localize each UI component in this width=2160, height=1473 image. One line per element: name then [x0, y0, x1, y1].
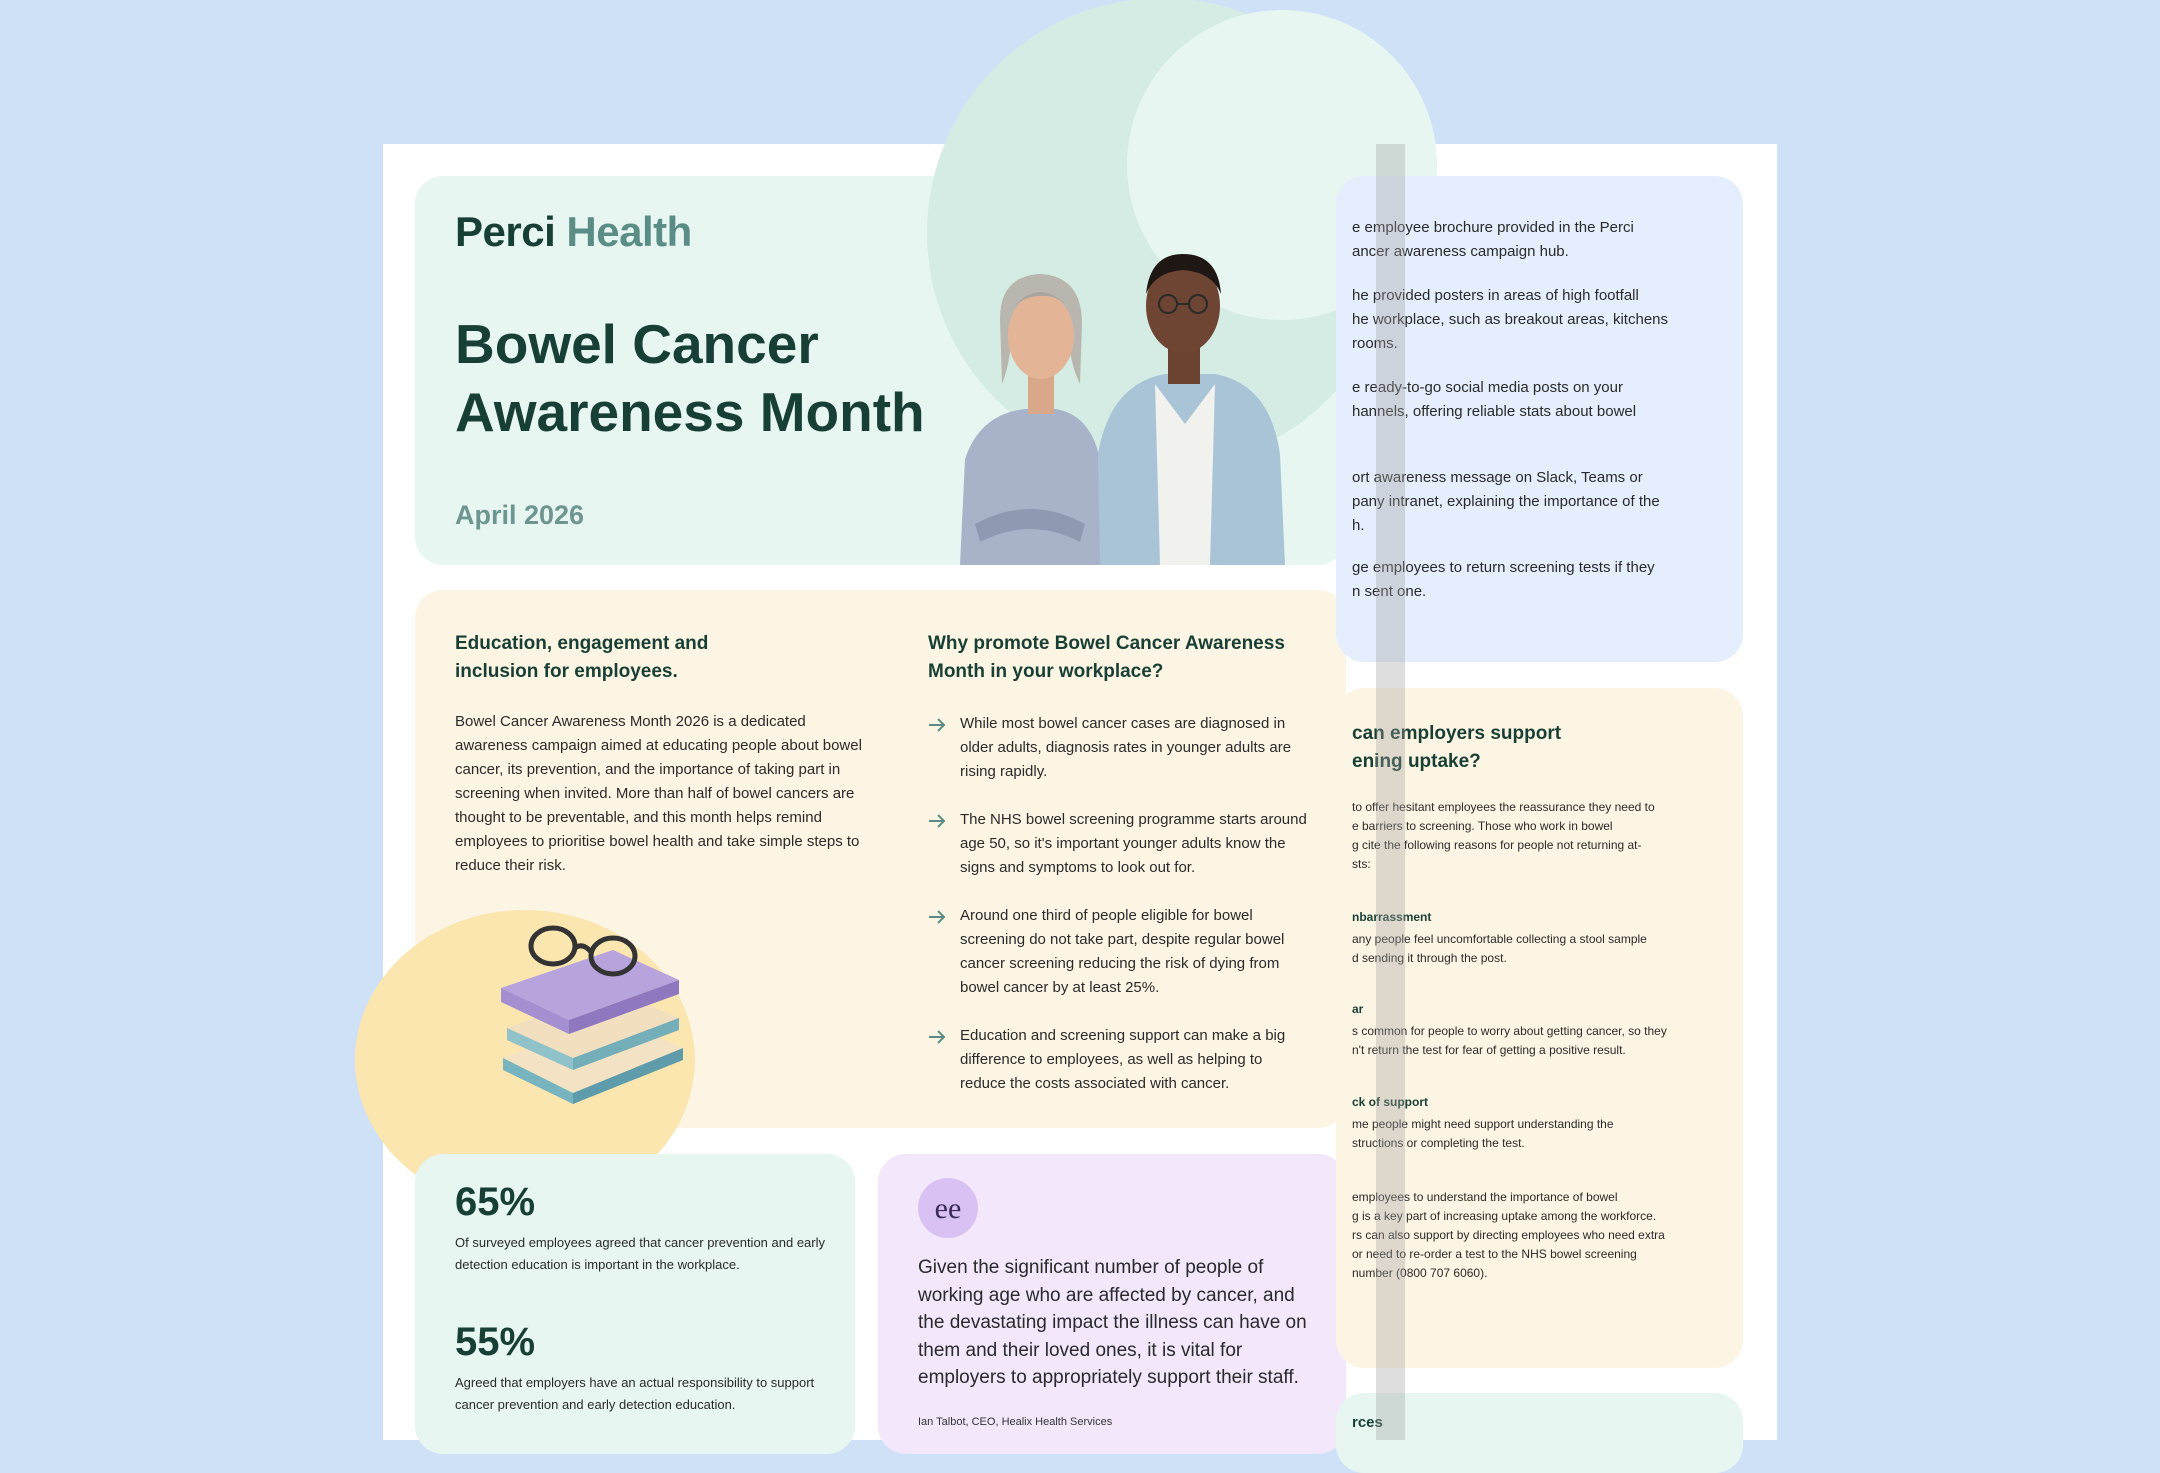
why-list-text: The NHS bowel screening programme starts around age 50, so it's important younger adults know the signs and symptoms to look out for.	[960, 811, 1307, 876]
why-list-text: Education and screening support can make a big difference to employees, as well as helping to reduce the costs associated with cancer.	[960, 1027, 1286, 1092]
why-list-item	[928, 1024, 1308, 1096]
support-intro: to offer hesitant employees the reassurance they need to e barriers to screening. Those who work in bowel g cite the following reasons for people not returning at- sts:	[1352, 800, 1655, 871]
quote-text: Given the significant number of people of working age who are affected by cancer, and the devastating impact the illness can have on them and their loved ones, it is vital for employers to appropriately support their staff.	[918, 1257, 1307, 1388]
action-item: e ready-to-go social media posts on your hannels, offering reliable stats about bowel	[1352, 379, 1637, 420]
next-page-column	[1352, 144, 1777, 1440]
people-photo	[950, 224, 1320, 565]
education-body: Bowel Cancer Awareness Month 2026 is a dedicated awareness campaign aimed at educating people about bowel cancer, its prevention, and the importance of taking part in screening when invited. More than half of bowel cancers are thought to be preventable, and this month helps remind employees to prioritise bowel health and take simple steps to reduce their risk.	[455, 713, 862, 874]
stat-value: 65%	[455, 1180, 536, 1224]
hero-panel	[415, 176, 1346, 565]
why-list-item	[928, 904, 1308, 1000]
books-illustration	[493, 908, 693, 1104]
why-list-text: While most bowel cancer cases are diagnosed in older adults, diagnosis rates in younger adults are rising rapidly.	[960, 715, 1292, 780]
action-item: he provided posters in areas of high footfall he workplace, such as breakout areas, kitchens rooms.	[1352, 287, 1669, 352]
why-heading: Why promote Bowel Cancer Awareness Month in your workplace?	[928, 633, 1285, 682]
stat-description: Of surveyed employees agreed that cancer prevention and early detection education is important in the workplace.	[455, 1235, 825, 1272]
arrow-right-icon	[928, 910, 946, 924]
reason-text: any people feel uncomfortable collecting a stool sample d sending it through the post.	[1352, 932, 1647, 965]
arrow-right-icon	[928, 718, 946, 732]
reason-title: nbarrassment	[1352, 910, 1432, 924]
why-list-item	[928, 808, 1308, 880]
quote-author: Ian Talbot, CEO, Healix Health Services	[918, 1416, 1113, 1428]
reason-text: s common for people to worry about getting cancer, so they n't return the test for fear of getting a positive result.	[1352, 1024, 1667, 1057]
reason-title: ck of support	[1352, 1095, 1429, 1109]
action-item: e employee brochure provided in the Perci ancer awareness campaign hub.	[1352, 219, 1634, 260]
brand-logo-part2: Health	[566, 208, 692, 255]
why-list-item	[928, 712, 1308, 784]
stat-description: Agreed that employers have an actual responsibility to support cancer prevention and early detection education.	[455, 1375, 815, 1412]
svg-text:ee: ee	[934, 1192, 962, 1225]
brand-logo	[455, 208, 692, 256]
why-list	[928, 712, 1308, 1120]
arrow-right-icon	[928, 1030, 946, 1044]
support-outro: employees to understand the importance of bowel g is a key part of increasing uptake among the workforce. rs can also support by directing employees who need extra or need to re-order a test to the NHS bowel screening number (0800 707 6060).	[1352, 1190, 1665, 1280]
page-title: Bowel Cancer Awareness Month	[455, 313, 925, 443]
education-heading: Education, engagement and inclusion for employees.	[455, 633, 709, 682]
stats-panel	[415, 1154, 855, 1454]
reason-title: ar	[1352, 1002, 1364, 1016]
brand-logo-part1: Perci	[455, 208, 556, 255]
resources-heading: rces	[1352, 1414, 1383, 1431]
page-fold-shadow	[1376, 144, 1405, 1440]
support-heading: can employers support ening uptake?	[1352, 723, 1562, 772]
brochure-page	[383, 144, 1777, 1440]
reason-text: me people might need support understanding the structions or completing the test.	[1352, 1117, 1614, 1150]
education-panel	[415, 590, 1346, 1128]
campaign-date: April 2026	[455, 500, 585, 530]
stat-value: 55%	[455, 1320, 536, 1364]
action-item: ge employees to return screening tests if they n sent one.	[1352, 559, 1655, 600]
why-list-text: Around one third of people eligible for bowel screening do not take part, despite regular bowel cancer screening reducing the risk of dying from bowel cancer by at least 25%.	[960, 907, 1285, 996]
quote-panel	[878, 1154, 1346, 1454]
action-item: ort awareness message on Slack, Teams or pany intranet, explaining the importance of the h.	[1352, 469, 1660, 534]
arrow-right-icon	[928, 814, 946, 828]
quote-icon	[918, 1178, 978, 1238]
